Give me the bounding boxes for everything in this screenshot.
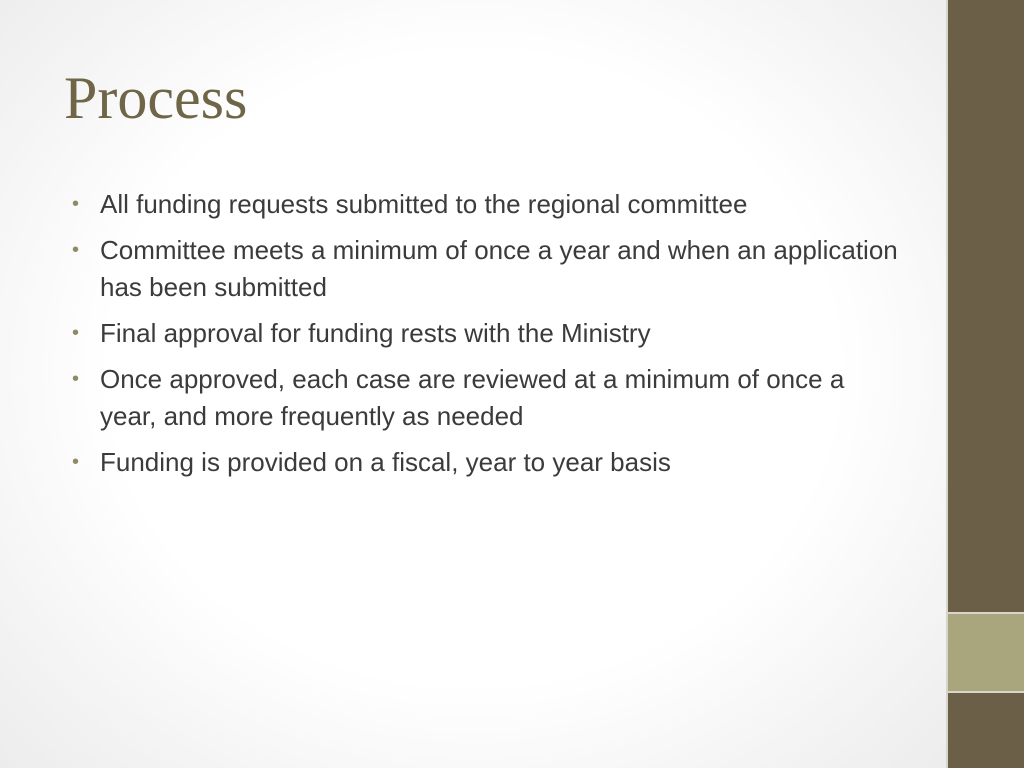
- bullet-icon: •: [72, 239, 80, 261]
- bullet-icon: •: [72, 193, 80, 215]
- bullet-text: All funding requests submitted to the regional committee: [100, 189, 748, 219]
- bullet-list: [72, 186, 902, 490]
- bullet-item-4: [72, 361, 902, 435]
- bullet-text: Final approval for funding rests with the Ministry: [100, 318, 651, 348]
- sidebar-divider-bottom: [948, 691, 1024, 693]
- bullet-item-2: [72, 232, 902, 306]
- bullet-text: Funding is provided on a fiscal, year to year basis: [100, 447, 671, 477]
- bullet-item-3: [72, 315, 902, 352]
- bullet-icon: •: [72, 451, 80, 473]
- bullet-text: Committee meets a minimum of once a year and when an application has been submitted: [100, 235, 898, 302]
- bullet-icon: •: [72, 368, 80, 390]
- bullet-icon: •: [72, 322, 80, 344]
- bullet-text: Once approved, each case are reviewed at a minimum of once a year, and more frequently as needed: [100, 364, 845, 431]
- bullet-item-1: [72, 186, 902, 223]
- sidebar-accent-block: [948, 614, 1024, 691]
- slide-title: Process: [64, 65, 248, 131]
- bullet-item-5: [72, 444, 902, 481]
